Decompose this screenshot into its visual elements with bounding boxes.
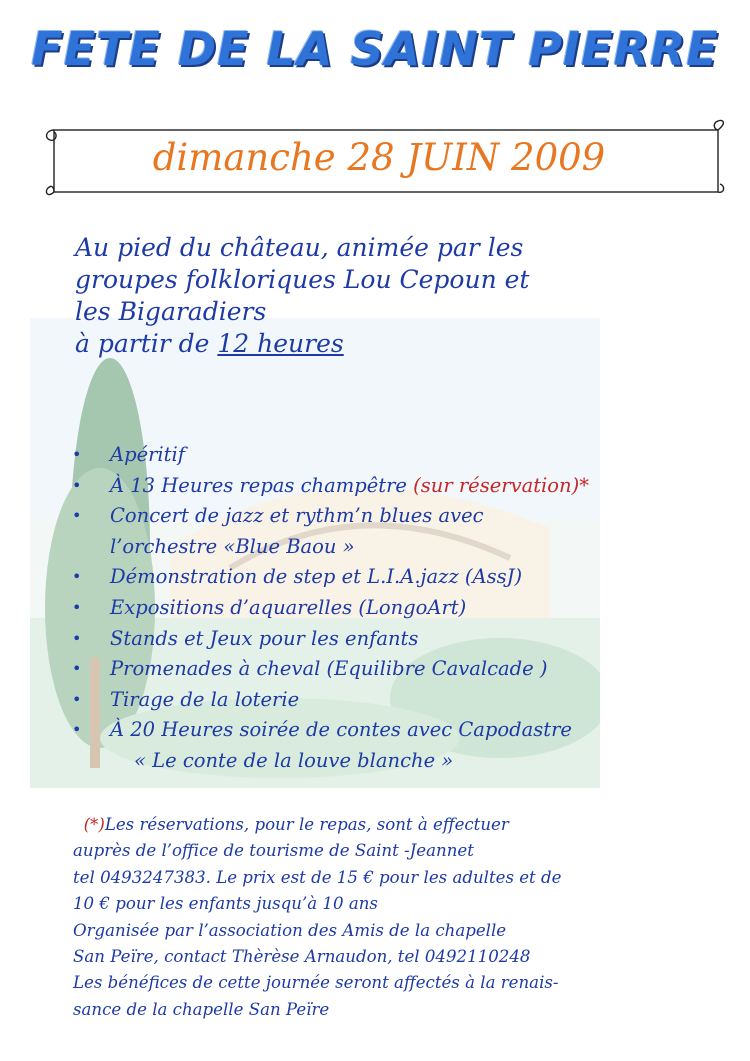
- notes-line-8: sance de la chapelle San Peïre: [73, 999, 330, 1019]
- bullet-icon: •: [72, 628, 82, 648]
- notes-line-2: auprès de l’office de tourisme de Saint -Jeannet: [73, 841, 474, 861]
- list-item: [72, 624, 732, 655]
- item-text-continued: « Le conte de la louve blanche »: [134, 748, 454, 772]
- notes-line-6: San Peïre, contact Thèrèse Arnaudon, tel 0492110248: [73, 947, 531, 967]
- bullet-icon: •: [72, 475, 82, 495]
- intro-line-1: Au pied du château, animée par les: [75, 233, 524, 262]
- intro-line-2: groupes folkloriques Lou Cepoun et: [75, 265, 530, 294]
- bullet-icon: •: [72, 597, 82, 617]
- item-text: Apéritif: [110, 443, 185, 466]
- list-item: [72, 562, 732, 593]
- item-text: Expositions d’aquarelles (LongoArt): [110, 595, 467, 619]
- event-date: dimanche 28 JUIN 2009: [152, 136, 606, 179]
- bullet-icon: •: [72, 567, 82, 587]
- list-item: [72, 593, 732, 624]
- list-item: [72, 471, 732, 502]
- bullet-icon: •: [72, 445, 82, 464]
- intro-line-4: [75, 328, 735, 360]
- notes-line-5: Organisée par l’association des Amis de la chapelle: [73, 920, 507, 940]
- list-item: [72, 654, 732, 685]
- list-item: [72, 440, 732, 471]
- item-text: À 13 Heures repas champêtre: [110, 473, 414, 497]
- start-prefix: à partir de: [75, 329, 218, 358]
- event-title: FETE DE LA SAINT PIERRE: [31, 22, 719, 76]
- bullet-icon: •: [72, 506, 82, 526]
- list-item: [72, 715, 732, 776]
- notes-line-7: Les bénéfices de cette journée seront affectés à la renais-: [73, 973, 559, 993]
- notes-block: [73, 812, 743, 1023]
- bullet-icon: •: [72, 689, 82, 709]
- asterisk-marker: (*): [83, 815, 105, 834]
- start-time: 12 heures: [217, 329, 344, 358]
- bullet-icon: •: [72, 659, 82, 679]
- item-text: À 20 Heures soirée de contes avec Capodastre: [110, 718, 572, 742]
- notes-line-1: [73, 812, 743, 838]
- program-list: [72, 440, 732, 777]
- list-item: [72, 685, 732, 716]
- notes-line-3: tel 0493247383. Le prix est de 15 € pour les adultes et de: [73, 867, 562, 887]
- item-text: Démonstration de step et L.I.A.jazz (AssJ): [110, 565, 523, 589]
- notes-text: Les réservations, pour le repas, sont à effectuer: [104, 815, 509, 834]
- item-text: Concert de jazz et rythm’n blues avec: [110, 504, 484, 528]
- notes-line-4: 10 € pour les enfants jusqu’à 10 ans: [73, 894, 378, 914]
- item-text-continued: l’orchestre «Blue Baou »: [110, 534, 355, 558]
- intro-line-3: les Bigaradiers: [75, 297, 267, 326]
- item-text: Promenades à cheval (Equilibre Cavalcade ): [110, 657, 548, 681]
- item-text: Tirage de la loterie: [110, 687, 300, 711]
- item-text: Stands et Jeux pour les enfants: [110, 626, 419, 650]
- bullet-icon: •: [72, 720, 82, 740]
- intro-block: [75, 232, 735, 360]
- list-item: [72, 501, 732, 562]
- reservation-note: (sur réservation)*: [413, 473, 589, 497]
